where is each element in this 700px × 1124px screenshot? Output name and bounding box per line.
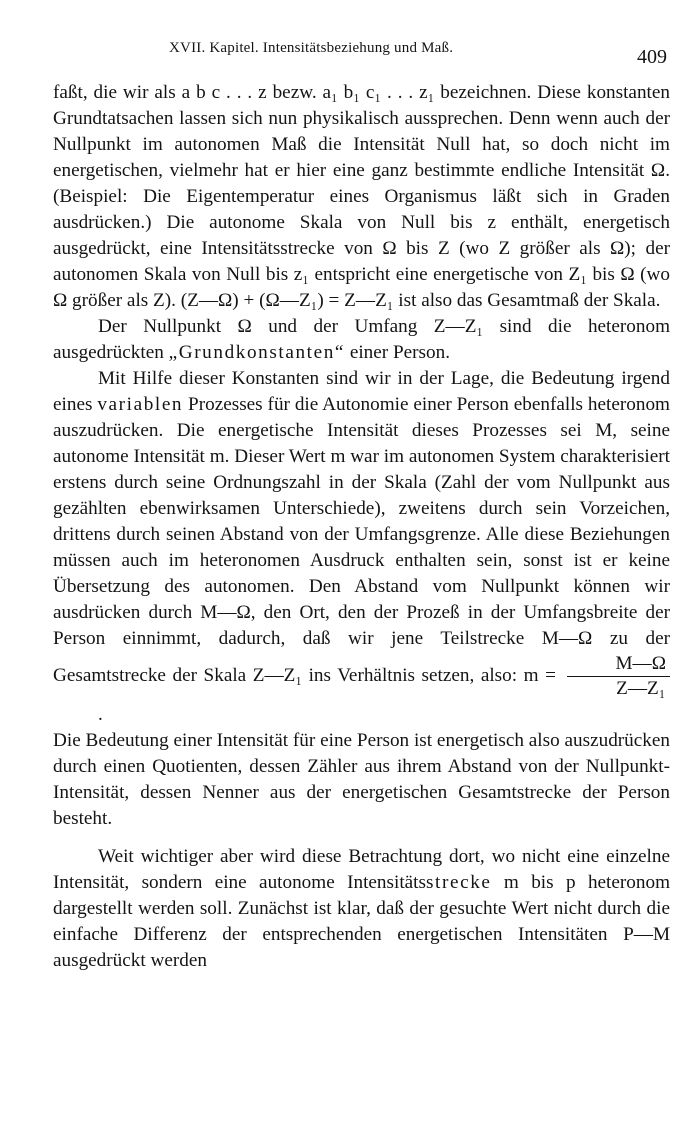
paragraph-4-text-end: m bis p heteronom dargestellt werden soll. Zunächst ist klar, daß der gesuchte Wert nicht durch die einfache Differenz der entsprechenden energetischen Intensitäten P—M ausgedrückt werden: [53, 871, 670, 971]
paragraph-4: [53, 844, 670, 974]
strecke-term: strecke: [425, 871, 492, 893]
fraction-denominator: Z—Z₁: [616, 678, 666, 699]
paragraph-2: [53, 314, 670, 366]
paragraph-1: faßt, die wir als a b c . . . z bezw. a₁ b₁ c₁ . . . z₁ bezeichnen. Diese konstanten Grundtatsachen lassen sich nun physikalisch aussprechen. Denn wenn auch der Nullpunkt im autonomen Maß die Intensität Null hat, so doch nicht im energetischen, vielmehr hat er hier eine ganz bestimmte endliche Intensität Ω. (Beispiel: Die Eigentemperatur eines Organismus läßt sich in Graden ausdrücken.) Die autonome Skala von Null bis z enthält, energetisch ausgedrückt, eine Intensitätsstrecke von Ω bis Z (wo Z größer als Ω); der autonomen Skala von Null bis z₁ entspricht eine energetische von Z₁ bis Ω (wo Ω größer als Z). (Z—Ω) + (Ω—Z₁) = Z—Z₁ ist also das Gesamtmaß der Skala.: [53, 82, 670, 311]
paragraph-3-continuation: Die Bedeutung einer Intensität für eine Person ist energetisch also auszudrücken durch einen Quotienten, dessen Zähler aus ihrem Abstand von der Nullpunkt-Intensität, dessen Nenner aus der energetischen Gesamtstrecke der Person besteht.: [53, 729, 670, 829]
fraction-numerator: M—Ω: [567, 652, 671, 677]
paragraph-4-text-start: Weit wichtiger aber wird diese Betrachtung dort, wo nicht eine einzelne Intensität, sondern eine autonome Intensitäts: [53, 845, 670, 893]
formula-fraction: [567, 652, 671, 701]
paragraph-3-text-middle: Prozesses für die Autonomie einer Person ebenfalls heteronom auszudrücken. Die energetische Intensität dieses Prozesses sei M, seine autonome Intensität m. Dieser Wert m war im autonomen System charakterisiert erstens durch seine Ordnungszahl in der Skala (Zahl der vom Nullpunkt aus gezählten ebenwirksamen Unterschiede), zweitens durch sein Vorzeichen, drittens durch seinen Abstand von der Umfangsgrenze. Alle diese Beziehungen müssen auch im heteronomen Ausdruck enthalten sein, sonst ist er keine Übersetzung des autonomen. Den Abstand vom Nullpunkt können wir ausdrücken durch M—Ω, den Ort, den der Prozeß in der Umfangsbreite der Person einnimmt, dadurch, daß wir jene Teilstrecke M—Ω zu der Gesamtstrecke der Skala Z—Z₁ ins Verhältnis setzen, also: m =: [53, 394, 670, 686]
paragraph-2-text-end: einer Person.: [345, 342, 450, 363]
running-head: [53, 40, 670, 80]
paragraph-3: [53, 366, 670, 728]
page-number: 409: [637, 46, 667, 68]
paragraph-3-text-start: Mit Hilfe dieser Konstanten sind wir in der Lage, die Bedeutung irgend eines: [53, 368, 670, 415]
variablen-term: variablen: [97, 394, 184, 415]
body-text: [53, 80, 670, 974]
grundkonstanten-term: „Grundkonstanten“: [168, 342, 346, 363]
fraction-period: .: [98, 703, 103, 725]
paragraph-2-text-start: Der Nullpunkt Ω und der Umfang Z—Z₁ sind die heteronom ausgedrückten: [53, 316, 670, 363]
running-title: XVII. Kapitel. Intensitätsbeziehung und Maß.: [169, 40, 454, 56]
